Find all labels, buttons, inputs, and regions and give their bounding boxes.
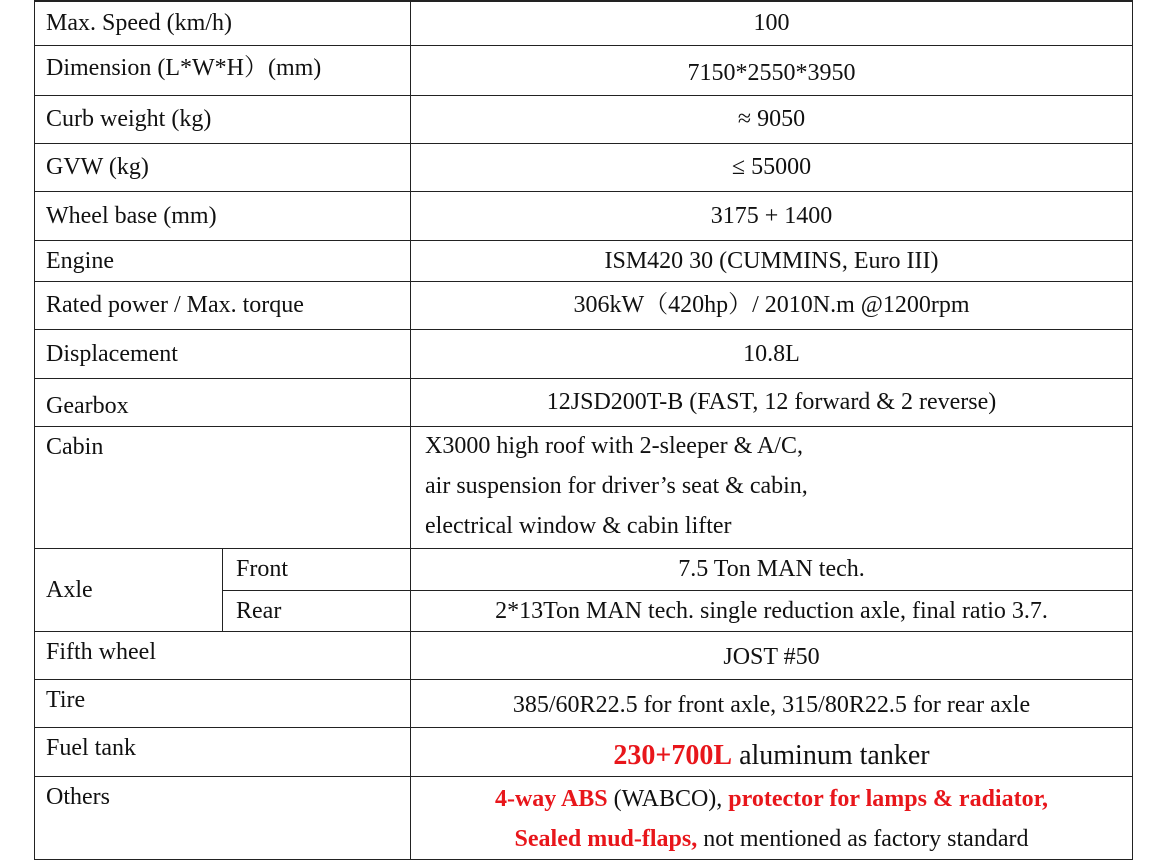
axle-rear-value: 2*13Ton MAN tech. single reduction axle, final ratio 3.7. — [411, 590, 1133, 631]
table-row-max-speed — [35, 1, 1133, 45]
cabin-line-1: X3000 high roof with 2-sleeper & A/C, — [425, 432, 803, 459]
table-row-others — [35, 776, 1133, 859]
axle-front-value: 7.5 Ton MAN tech. — [411, 548, 1133, 590]
table-row-gearbox — [35, 378, 1133, 426]
row-value: 100 — [411, 1, 1133, 45]
row-label: Others — [35, 776, 411, 859]
axle-rear-label: Rear — [223, 590, 411, 631]
row-label: Dimension (L*W*H）(mm) — [35, 45, 411, 95]
row-value: 3175 + 1400 — [411, 191, 1133, 240]
cabin-line-2: air suspension for driver’s seat & cabin, — [425, 472, 808, 499]
row-label: Engine — [35, 240, 411, 281]
table-row-fuel-tank — [35, 727, 1133, 776]
fuel-capacity-highlight: 230+700L — [613, 739, 733, 771]
row-label: GVW (kg) — [35, 143, 411, 191]
row-label: Gearbox — [35, 378, 411, 426]
others-value — [411, 776, 1133, 859]
table-row-wheel-base — [35, 191, 1133, 240]
abs-brand: (WABCO), — [607, 785, 729, 812]
row-label: Wheel base (mm) — [35, 191, 411, 240]
row-value: 10.8L — [411, 329, 1133, 378]
table-row-rated-power — [35, 281, 1133, 329]
row-value: 7150*2550*3950 — [411, 45, 1133, 95]
row-value: 385/60R22.5 for front axle, 315/80R22.5 for rear axle — [411, 679, 1133, 727]
row-value: 12JSD200T-B (FAST, 12 forward & 2 reverse) — [411, 378, 1133, 426]
table-row-dimension — [35, 45, 1133, 95]
table-row-fifth-wheel — [35, 631, 1133, 679]
spec-table-container — [34, 0, 1132, 861]
row-value: ≤ 55000 — [411, 143, 1133, 191]
axle-front-label: Front — [223, 548, 411, 590]
row-value: 306kW（420hp）/ 2010N.m @1200rpm — [411, 281, 1133, 329]
factory-note: not mentioned as factory standard — [697, 825, 1029, 852]
row-label: Fifth wheel — [35, 631, 411, 679]
row-value: ≈ 9050 — [411, 95, 1133, 143]
table-row-cabin — [35, 426, 1133, 548]
table-row-axle-front — [35, 548, 1133, 590]
cabin-line-3: electrical window & cabin lifter — [425, 512, 732, 539]
row-label: Max. Speed (km/h) — [35, 1, 411, 45]
table-row-engine — [35, 240, 1133, 281]
row-label: Displacement — [35, 329, 411, 378]
abs-highlight: 4-way ABS — [494, 785, 608, 812]
row-value: ISM420 30 (CUMMINS, Euro III) — [411, 240, 1133, 281]
spec-table — [34, 0, 1133, 860]
axle-label: Axle — [35, 548, 223, 631]
row-label: Tire — [35, 679, 411, 727]
table-row-tire — [35, 679, 1133, 727]
cabin-description — [411, 426, 1133, 548]
row-label: Fuel tank — [35, 727, 411, 776]
row-label: Rated power / Max. torque — [35, 281, 411, 329]
table-row-displacement — [35, 329, 1133, 378]
others-line-2 — [411, 825, 1132, 853]
others-line-1 — [411, 785, 1132, 825]
table-row-gvw — [35, 143, 1133, 191]
table-row-curb-weight — [35, 95, 1133, 143]
fuel-tank-value — [411, 727, 1133, 776]
row-label: Cabin — [35, 426, 411, 548]
protector-highlight: protector for lamps & radiator, — [728, 785, 1049, 812]
row-label: Curb weight (kg) — [35, 95, 411, 143]
row-value: JOST #50 — [411, 631, 1133, 679]
mud-flaps-highlight: Sealed mud-flaps, — [514, 825, 698, 852]
fuel-tank-type: aluminum tanker — [732, 739, 930, 771]
